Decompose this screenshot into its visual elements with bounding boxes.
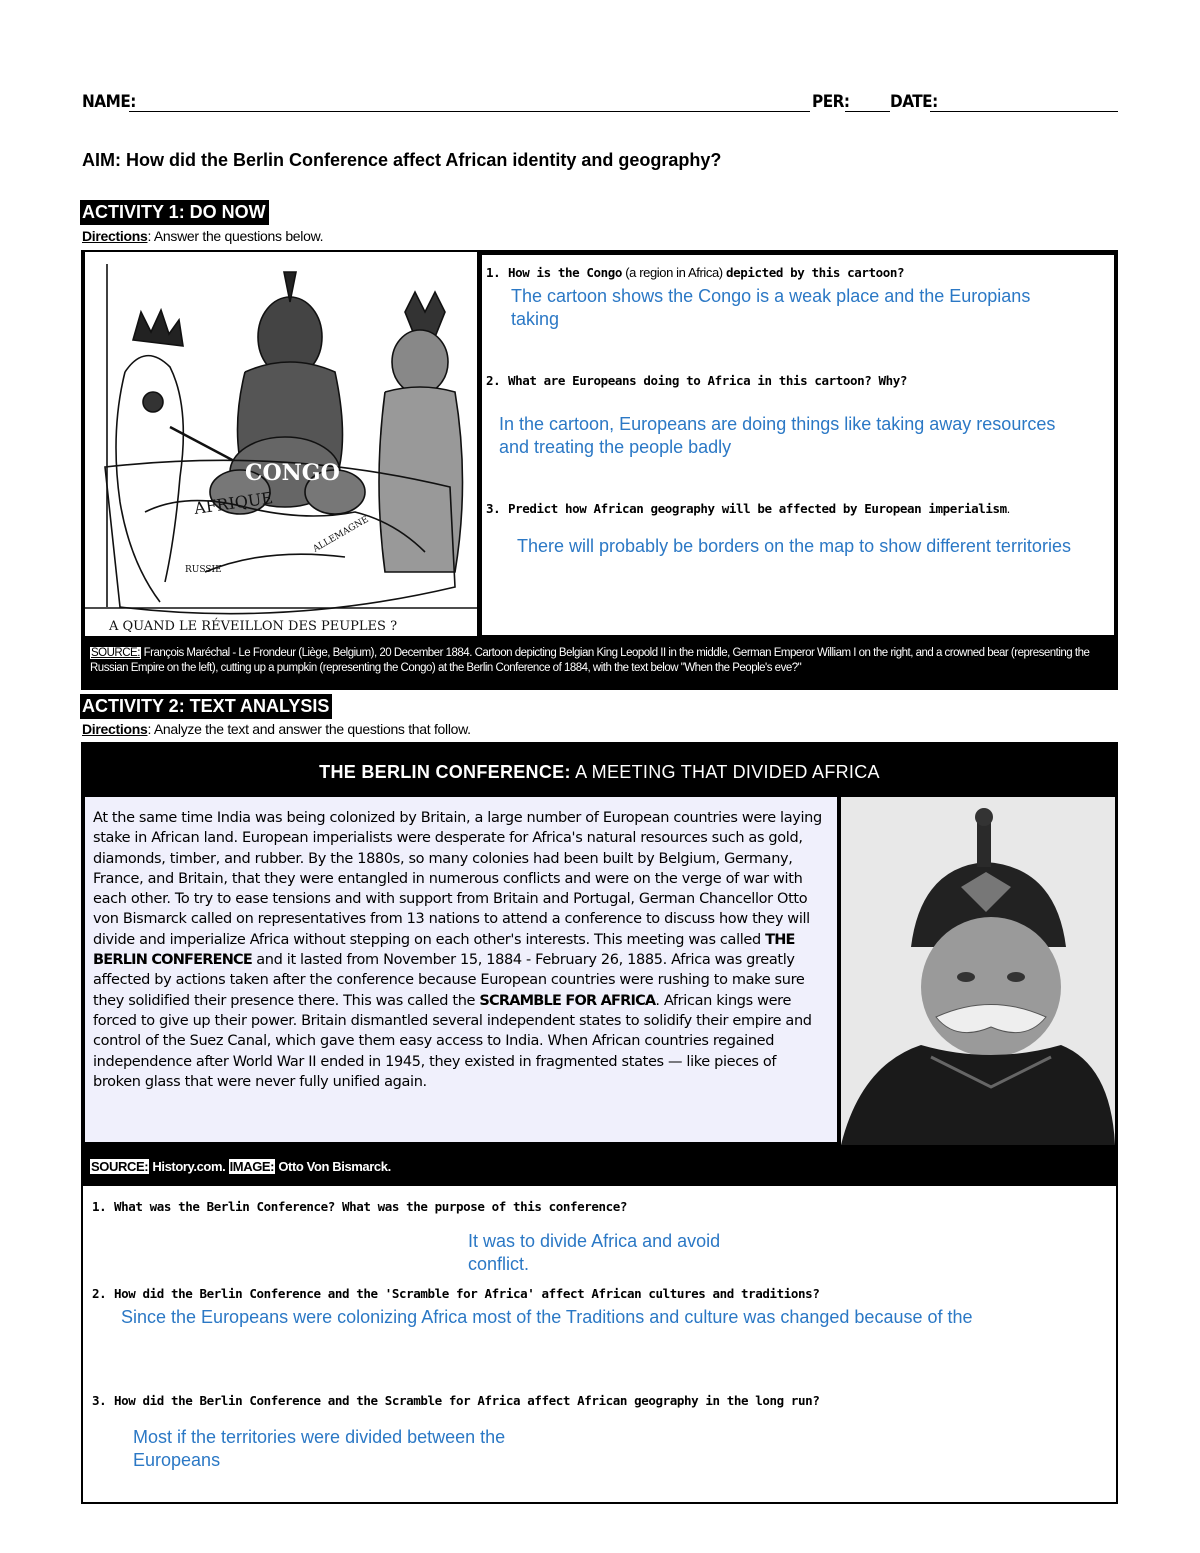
activity-1-answer-1[interactable]: The cartoon shows the Congo is a weak place and the Europians taking bbox=[511, 286, 1031, 329]
directions-label: Directions bbox=[82, 721, 148, 737]
image-label: IMAGE: bbox=[229, 1159, 275, 1174]
activity-1-question-2: 2. What are Europeans doing to Africa in this cartoon? Why? bbox=[486, 373, 908, 388]
activity-1-heading: ACTIVITY 1: DO NOW bbox=[80, 200, 269, 225]
activity-2-question-1: 1. What was the Berlin Conference? What was the purpose of this conference? bbox=[92, 1199, 628, 1214]
activity-1-questions-panel bbox=[481, 254, 1115, 636]
highlight-scramble-for-africa: SCRAMBLE FOR AFRICA bbox=[479, 992, 656, 1009]
activity-2-answer-1[interactable]: It was to divide Africa and avoid conflict. bbox=[468, 1231, 721, 1274]
reading-title: THE BERLIN CONFERENCE: A MEETING THAT DIVIDED AFRICA bbox=[319, 762, 880, 782]
bismarck-portrait-image bbox=[841, 797, 1115, 1145]
name-field[interactable] bbox=[129, 111, 810, 112]
cartoon-illustration bbox=[85, 252, 477, 636]
cartoon-pumpkin-label: CONGO bbox=[245, 460, 340, 486]
cartoon-caption: A QUAND LE RÉVEILLON DES PEUPLES ? bbox=[109, 619, 398, 634]
activity-2-answer-3[interactable]: Most if the territories were divided between the Europeans bbox=[133, 1427, 506, 1470]
cartoon-russia-label: RUSSIE bbox=[185, 565, 222, 575]
student-info-header bbox=[82, 88, 1118, 116]
source-label: SOURCE: bbox=[91, 1159, 149, 1174]
reading-source-citation: SOURCE: History.com. IMAGE: Otto Von Bismarck. bbox=[91, 1159, 391, 1174]
period-label: PER: bbox=[812, 92, 850, 112]
highlight-berlin-conference: THE BERLIN CONFERENCE bbox=[93, 931, 795, 969]
activity-2-question-2: 2. How did the Berlin Conference and the 'Scramble for Africa' affect African cultures and traditions? bbox=[92, 1286, 820, 1301]
period-field[interactable] bbox=[845, 111, 890, 112]
cartoon-map-label: AFRIQUE bbox=[192, 488, 275, 518]
cartoon-source-citation: SOURCE: François Maréchal - Le Frondeur (Liège, Belgium), 20 December 1884. Cartoon depicting Belgian King Leopold II in the middle, German Emperor William I on the right, and a crowned bear (representing the Russian Empire on the left), cutting up a pumpkin (representing the Congo) at the Berlin Conference of 1884, with the text below "When the People's eve?" bbox=[90, 647, 1090, 674]
aim-question: AIM: How did the Berlin Conference affect African identity and geography? bbox=[82, 150, 722, 170]
activity-2-heading: ACTIVITY 2: TEXT ANALYSIS bbox=[80, 694, 332, 719]
date-label: DATE: bbox=[890, 92, 938, 112]
activity-1-answer-3[interactable]: There will probably be borders on the map to show different territories bbox=[517, 536, 1071, 556]
directions-label: Directions bbox=[82, 228, 148, 244]
activity-2-questions-panel bbox=[81, 1186, 1118, 1504]
activity-1-question-3: 3. Predict how African geography will be affected by European imperialism. bbox=[486, 501, 1010, 516]
political-cartoon-image bbox=[85, 252, 477, 636]
cartoon-germany-label: ALLEMAGNE bbox=[311, 514, 371, 555]
name-label: NAME: bbox=[82, 92, 136, 112]
activity-2-directions: Directions: Analyze the text and answer the questions that follow. bbox=[82, 721, 471, 737]
reading-passage: At the same time India was being colonized by Britain, a large number of European countries were laying stake in African land. European imperialists were desperate for Africa's natural resources such as gold, diamonds, timber, and rubber. By the 1880s, so many colonies had been built by Belgium, Germany, France, and Britain, that they were entangled in numerous conflicts and were on the verge of war with each other. To try to ease tensions and with support from Britain and Portugal, German Chancellor Otto von Bismarck called on representatives from 13 nations to attend a conference to discuss how they will divide and imperialize Africa without stepping on each other's interests. This meeting was called THE BERLIN CONFERENCE and it lasted from November 15, 1884 - February 26, 1885. Africa was greatly affected by actions taken after the conference because European countries were rushing to make sure they solidified their presence there. This was called the SCRAMBLE FOR AFRICA. African kings were forced to give up their power. Britain dismantled several independent states to solidify their empire and control of the Suez Canal, which gave them easy access to India. When African countries regained independence after World War II ended in 1945, they existed in fragmented states — like pieces of broken glass that were never fully unified again. bbox=[85, 797, 837, 1142]
activity-1-directions: Directions: Answer the questions below. bbox=[82, 228, 324, 244]
activity-1-question-1: 1. How is the Congo (a region in Africa) depicted by this cartoon? bbox=[486, 265, 905, 280]
date-field[interactable] bbox=[930, 111, 1118, 112]
activity-2-question-3: 3. How did the Berlin Conference and the Scramble for Africa affect African geography in the long run? bbox=[92, 1393, 820, 1408]
activity-1-answer-2[interactable]: In the cartoon, Europeans are doing things like taking away resources and treating the people badly bbox=[499, 414, 1056, 457]
source-label: SOURCE: bbox=[91, 647, 140, 659]
portrait-illustration bbox=[841, 797, 1115, 1145]
activity-2-answer-2[interactable]: Since the Europeans were colonizing Africa most of the Traditions and culture was changed because of the bbox=[121, 1307, 973, 1327]
